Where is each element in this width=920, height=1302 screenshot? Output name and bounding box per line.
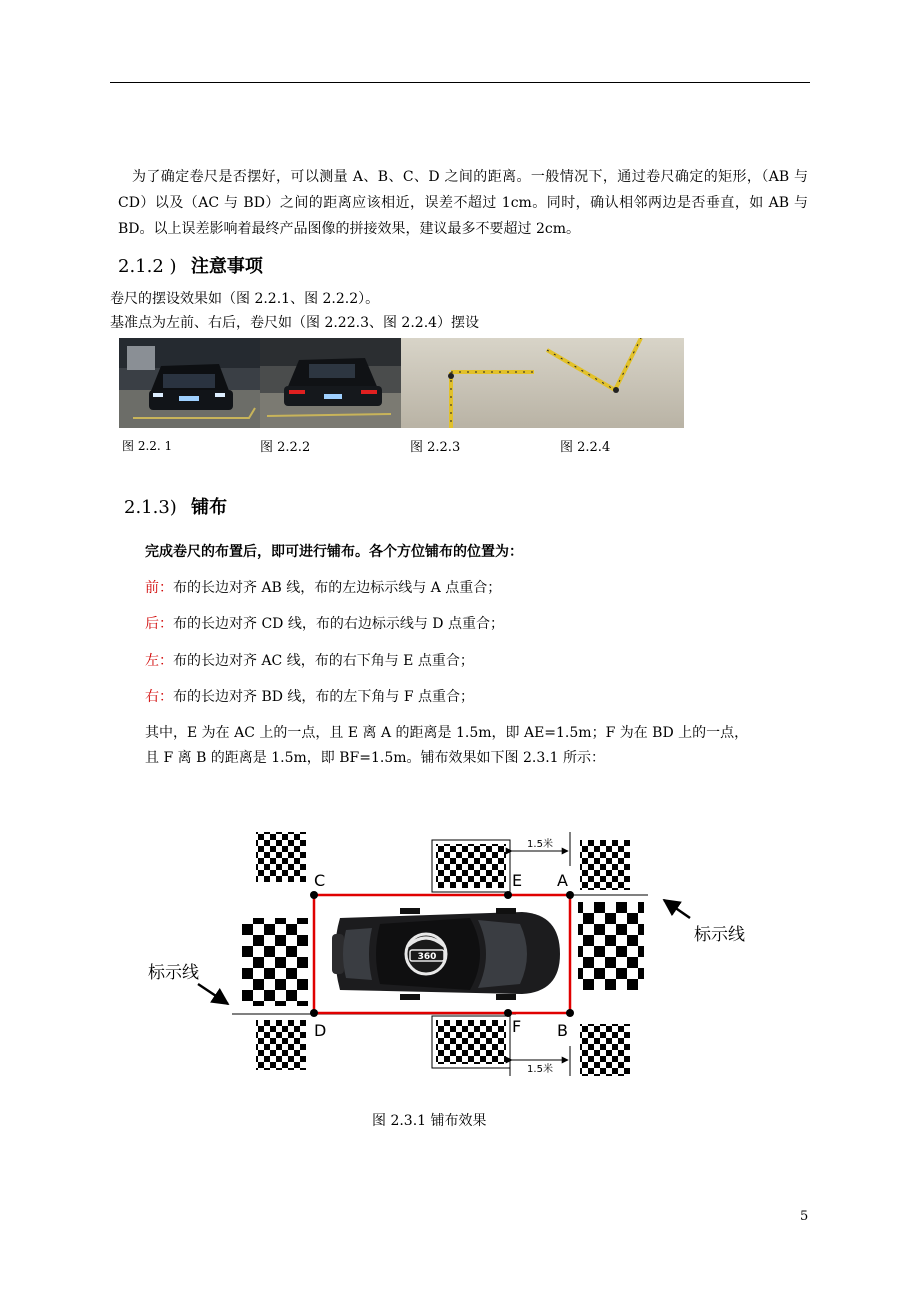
section-heading-2-1-2 xyxy=(118,252,263,278)
photo-parking-rear xyxy=(260,338,401,428)
direction-label: 前： xyxy=(145,580,173,596)
page-number: 5 xyxy=(800,1209,809,1224)
figure-caption: 图 2.3.1 铺布效果 xyxy=(372,1113,487,1129)
section-heading-2-1-3 xyxy=(124,493,227,519)
point-f-marker xyxy=(504,1009,512,1017)
direction-left xyxy=(145,651,474,671)
section-title: 注意事项 xyxy=(190,256,263,277)
logo-text: 360 xyxy=(417,952,437,962)
point-e-label: E xyxy=(512,871,523,890)
point-f-label: F xyxy=(512,1017,522,1036)
checker-board-top-left xyxy=(256,832,306,882)
photo-tape-corner-1 xyxy=(401,338,542,428)
checker-board-top-right xyxy=(580,840,630,890)
photo-parking-front xyxy=(119,338,260,428)
checker-board-left-large xyxy=(242,918,308,1006)
direction-text: 布的长边对齐 CD 线，布的右边标示线与 D 点重合； xyxy=(173,616,504,632)
direction-label: 右： xyxy=(145,689,173,705)
checker-board-bottom-left xyxy=(256,1020,306,1070)
checker-board-right-large xyxy=(578,902,644,990)
direction-rear xyxy=(145,614,504,634)
section-number: 2.1.2 ) xyxy=(118,256,177,277)
section-number: 2.1.3) xyxy=(124,497,177,518)
point-b-marker xyxy=(566,1009,574,1017)
layout-diagram xyxy=(140,825,770,1085)
direction-right xyxy=(145,687,474,707)
header-rule xyxy=(110,82,810,83)
explanation-line-2: 且 F 离 B 的距离是 1.5m，即 BF=1.5m。铺布效果如下图 2.3.1 所示： xyxy=(145,750,606,766)
photo-tape-corner-2 xyxy=(542,338,684,428)
checker-board-bottom-right xyxy=(580,1024,630,1076)
point-a-marker xyxy=(566,891,574,899)
direction-text: 布的长边对齐 BD 线，布的左下角与 F 点重合； xyxy=(173,689,475,705)
marker-line-label-left: 标示线 xyxy=(148,963,199,983)
photo-caption-2: 图 2.2.2 xyxy=(260,440,311,455)
car-top-view xyxy=(332,908,560,1000)
point-e-marker xyxy=(504,891,512,899)
point-b-label: B xyxy=(557,1021,568,1040)
point-a-label: A xyxy=(557,871,568,890)
intro-paragraph: 为了确定卷尺是否摆好，可以测量 A、B、C、D 之间的距离。一般情况下，通过卷尺确定的矩形，（AB 与 CD）以及（AC 与 BD）之间的距离应该相近，误差不超过 1cm。同时，确认相邻两边是否垂直，如 AB 与 BD。以上误差影响着最终产品图像的拼接效果，建议最多不要超过 2cm。 xyxy=(118,169,808,237)
direction-label: 左： xyxy=(145,653,173,669)
direction-label: 后： xyxy=(145,616,173,632)
point-c-label: C xyxy=(314,871,326,890)
checker-board-bottom-middle xyxy=(432,1016,510,1068)
point-d-marker xyxy=(310,1009,318,1017)
layout-intro: 完成卷尺的布置后，即可进行铺布。各个方位铺布的位置为： xyxy=(145,544,523,560)
checker-board-top-middle xyxy=(432,840,510,892)
explanation-line-1: 其中，E 为在 AC 上的一点，且 E 离 A 的距离是 1.5m，即 AE=1.5m；F 为在 BD 上的一点， xyxy=(145,725,749,741)
note-line-1: 卷尺的摆设效果如（图 2.2.1、图 2.2.2）。 xyxy=(110,291,380,307)
distance-label-top: 1.5米 xyxy=(527,839,553,850)
point-d-label: D xyxy=(314,1021,327,1040)
direction-front xyxy=(145,578,501,598)
point-c-marker xyxy=(310,891,318,899)
section-title: 铺布 xyxy=(191,497,228,518)
photo-strip xyxy=(119,338,684,428)
distance-label-bottom: 1.5米 xyxy=(527,1064,553,1075)
direction-text: 布的长边对齐 AC 线，布的右下角与 E 点重合； xyxy=(173,653,474,669)
note-line-2: 基准点为左前、右后，卷尺如（图 2.22.3、图 2.2.4）摆设 xyxy=(110,315,480,331)
photo-caption-4: 图 2.2.4 xyxy=(560,440,611,455)
marker-line-label-right: 标示线 xyxy=(694,925,745,945)
photo-caption-3: 图 2.2.3 xyxy=(410,440,461,455)
direction-text: 布的长边对齐 AB 线，布的左边标示线与 A 点重合； xyxy=(173,580,502,596)
photo-caption-1: 图 2.2. 1 xyxy=(122,439,173,453)
